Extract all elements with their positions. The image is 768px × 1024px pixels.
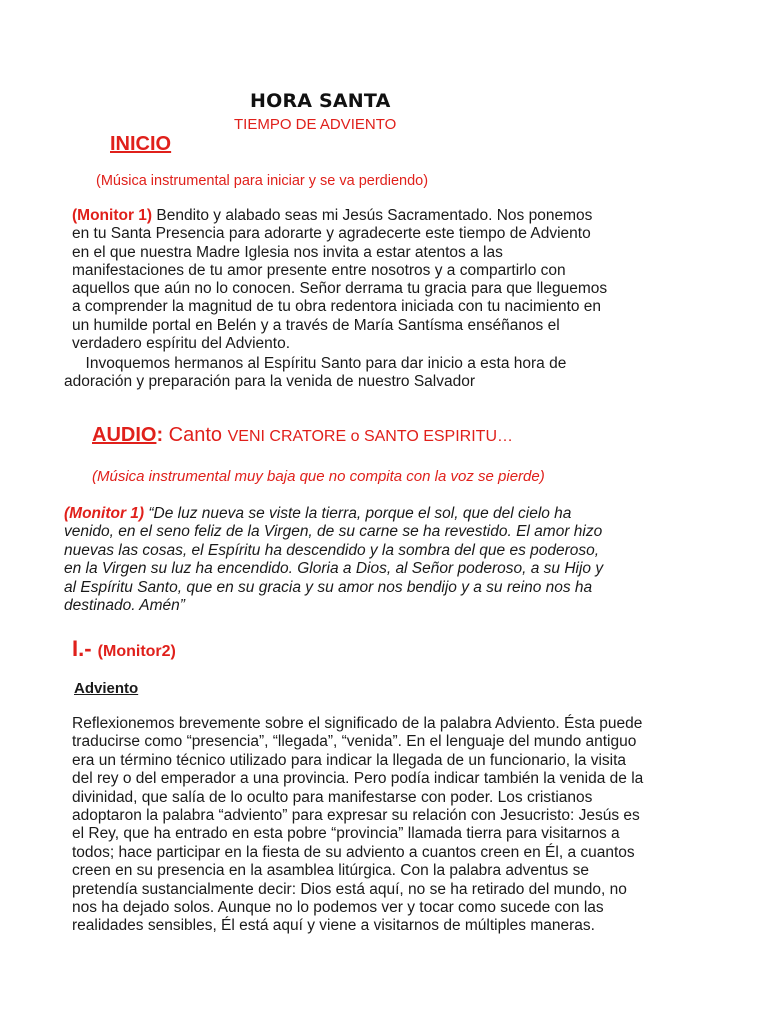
paragraph-line: Reflexionemos brevemente sobre el significado de la palabra Adviento. Ésta puede xyxy=(72,715,643,732)
paragraph-line: nos ha dejado solos. Aunque no lo podemos ver y tocar como sucede con las xyxy=(72,899,604,917)
paragraph-line: en el que nuestra Madre Iglesia nos invita a estar atentos a las xyxy=(72,243,503,261)
paragraph-line: verdadero espíritu del Adviento. xyxy=(72,335,290,353)
paragraph-line xyxy=(64,505,664,523)
paragraph-line: al Espíritu Santo, que en su gracia y su amor nos bendijo y a su reino nos ha xyxy=(64,578,593,596)
paragraph-line: divinidad, que salía de lo oculto para manifestarse con poder. Los cristianos xyxy=(72,788,593,806)
monitor1-hymn-paragraph xyxy=(64,505,664,615)
paragraph-line: aquellos que aún no lo conocen. Señor derrama tu gracia para que lleguemos xyxy=(72,280,608,298)
paragraph-line: nuevas las cosas, el Espíritu ha descendido y la sombra del que es poderoso, xyxy=(64,541,600,559)
page-subtitle: TIEMPO DE ADVIENTO xyxy=(234,116,397,133)
paragraph-line: realidades sensibles, Él está aquí y viene a visitarnos de múltiples maneras. xyxy=(72,917,595,935)
paragraph-line: traducirse como “presencia”, “llegada”, “venida”. En el lenguaje del mundo antiguo xyxy=(72,733,637,751)
audio-song-title: VENI CRATORE o SANTO ESPIRITU… xyxy=(227,428,513,445)
paragraph-line: del rey o del emperador a una provincia. Pero podía indicar también la venida de la xyxy=(72,770,644,788)
paragraph-line: pretendía sustancialmente decir: Dios está aquí, no se ha retirado del mundo, no xyxy=(72,880,627,898)
audio-heading xyxy=(92,424,513,447)
paragraph-line: un humilde portal en Belén y a través de María Santísma enséñanos el xyxy=(72,316,560,334)
paragraph-line: destinado. Amén” xyxy=(64,597,185,615)
section-one-heading xyxy=(72,636,176,662)
paragraph-line: adoptaron la palabra “adviento” para expresar su relación con Jesucristo: Jesús es xyxy=(72,807,640,825)
section-number: I.- xyxy=(72,636,98,661)
paragraph-line: era un término técnico utilizado para indicar la llegada de un funcionario, la visita xyxy=(72,751,627,769)
paragraph-line: en la Virgen su luz ha encendido. Gloria a Dios, al Señor poderoso, a su Hijo y xyxy=(64,560,604,578)
paragraph-line: adoración y preparación para la venida de nuestro Salvador xyxy=(64,373,476,391)
paragraph-line xyxy=(72,207,672,225)
section-heading-inicio: INICIO xyxy=(110,133,172,155)
adviento-paragraph xyxy=(72,715,712,936)
paragraph-line: el Rey, que ha entrado en esta pobre “provincia” llamada tierra para visitarnos a xyxy=(72,825,620,843)
paragraph-line: en tu Santa Presencia para adorarte y agradecerte este tiempo de Adviento xyxy=(72,225,591,243)
paragraph-line: Invoquemos hermanos al Espíritu Santo para dar inicio a esta hora de xyxy=(64,355,567,372)
audio-canto: Canto xyxy=(163,424,228,446)
paragraph-line: manifestaciones de tu amor presente entre nosotros y a compartirlo con xyxy=(72,261,566,279)
music-note-intro: (Música instrumental para iniciar y se va perdiendo) xyxy=(96,173,429,189)
adviento-heading: Adviento xyxy=(74,680,139,697)
paragraph-line: todos; hace participar en la fiesta de su adviento a cuantos creen en Él, a cuantos xyxy=(72,843,635,861)
paragraph-text: Bendito y alabado seas mi Jesús Sacramentado. Nos ponemos xyxy=(152,207,593,224)
audio-colon: : xyxy=(156,424,164,446)
page-title: HORA SANTA xyxy=(250,90,391,112)
monitor-tag: (Monitor 1) xyxy=(64,505,145,522)
audio-label: AUDIO xyxy=(92,424,157,446)
paragraph-line: creen en su presencia en la asamblea litúrgica. Con la palabra adventus se xyxy=(72,862,589,880)
paragraph-line: a comprender la magnitud de tu obra redentora iniciada con tu nacimiento en xyxy=(72,298,602,316)
invocation-paragraph xyxy=(64,355,664,392)
monitor-tag: (Monitor 1) xyxy=(72,207,153,224)
paragraph-text: “De luz nueva se viste la tierra, porque el sol, que del cielo ha xyxy=(144,505,572,522)
music-note-low: (Música instrumental muy baja que no compita con la voz se pierde) xyxy=(92,468,545,485)
section-monitor-tag: (Monitor2) xyxy=(97,643,176,660)
paragraph-line: venido, en el seno feliz de la Virgen, de su carne se ha revestido. El amor hizo xyxy=(64,523,603,541)
monitor1-paragraph xyxy=(72,207,672,353)
